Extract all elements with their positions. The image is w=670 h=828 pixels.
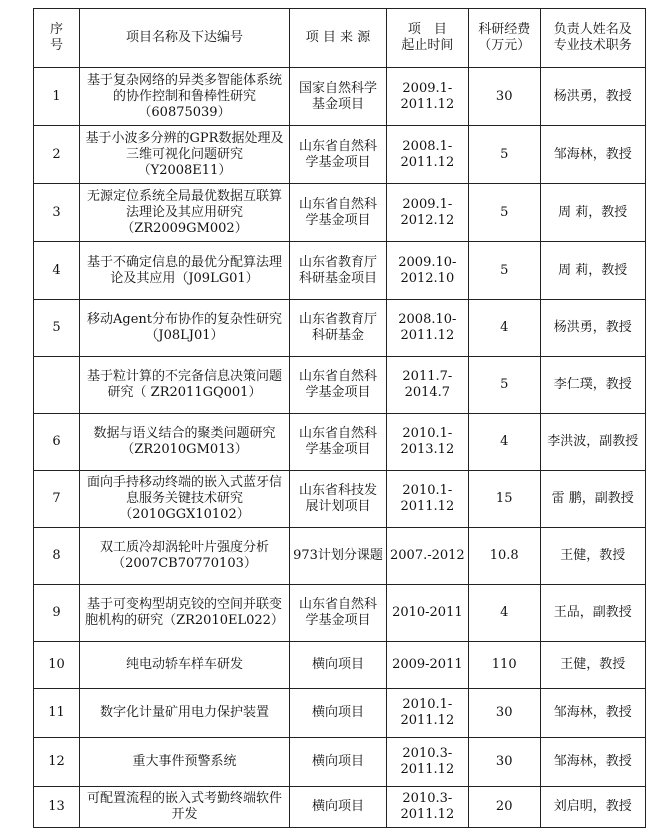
cell-no: 1 (34, 68, 80, 126)
cell-leader: 周 莉，教授 (540, 184, 645, 242)
table-row (34, 357, 646, 414)
cell-leader: 杨洪勇，教授 (540, 300, 645, 357)
cell-source: 山东省自然科学基金项目 (290, 184, 387, 242)
cell-period: 2009.1-2011.12 (387, 68, 469, 126)
cell-funds: 4 (468, 300, 540, 357)
cell-leader: 王品，副教授 (540, 585, 645, 642)
cell-source: 横向项目 (290, 738, 387, 787)
cell-funds: 5 (468, 126, 540, 184)
cell-source: 山东省自然科学基金项目 (290, 357, 387, 414)
cell-name: 数据与语义结合的聚类问题研究（ZR2010GM013） (80, 414, 290, 471)
cell-funds: 30 (468, 68, 540, 126)
cell-funds: 20 (468, 787, 540, 828)
table-row (34, 126, 646, 184)
table-header-row (34, 9, 646, 68)
cell-name: 基于不确定信息的最优分配算法理论及其应用（J09LG01） (80, 242, 290, 300)
header-name: 项目名称及下达编号 (80, 9, 290, 68)
table-row (34, 242, 646, 300)
table-row (34, 738, 646, 787)
cell-no: 10 (34, 642, 80, 689)
cell-source: 山东省教育厅科研基金项目 (290, 242, 387, 300)
cell-source: 山东省科技发展计划项目 (290, 471, 387, 528)
cell-leader: 王健，教授 (540, 642, 645, 689)
table-row (34, 414, 646, 471)
cell-funds: 5 (468, 242, 540, 300)
table-row (34, 184, 646, 242)
cell-period: 2008.1-2011.12 (387, 126, 469, 184)
cell-source: 山东省自然科学基金项目 (290, 585, 387, 642)
cell-period: 2008.10-2011.12 (387, 300, 469, 357)
cell-period: 2010.1-2013.12 (387, 414, 469, 471)
header-leader: 负责人姓名及 专业技术职务 (540, 9, 645, 68)
header-funds: 科研经费 （万元） (468, 9, 540, 68)
cell-name: 可配置流程的嵌入式考勤终端软件开发 (80, 787, 290, 828)
cell-funds: 30 (468, 738, 540, 787)
table-row (34, 689, 646, 738)
table-row (34, 642, 646, 689)
cell-period: 2010-2011 (387, 585, 469, 642)
cell-name: 基于复杂网络的异类多智能体系统的协作控制和鲁棒性研究（60875039） (80, 68, 290, 126)
cell-funds: 110 (468, 642, 540, 689)
header-no: 序 号 (34, 9, 80, 68)
cell-source: 山东省教育厅科研基金 (290, 300, 387, 357)
cell-name: 重大事件预警系统 (80, 738, 290, 787)
cell-name: 基于粒计算的不完备信息决策问题研究（ ZR2011GQ001） (80, 357, 290, 414)
cell-period: 2009-2011 (387, 642, 469, 689)
cell-leader: 王健，教授 (540, 528, 645, 585)
cell-source: 横向项目 (290, 689, 387, 738)
cell-name: 面向手持移动终端的嵌入式蓝牙信息服务关键技术研究（2010GGX10102） (80, 471, 290, 528)
cell-no: 11 (34, 689, 80, 738)
cell-name: 基于可变构型胡克铰的空间并联变胞机构的研究（ZR2010EL022） (80, 585, 290, 642)
cell-funds: 30 (468, 689, 540, 738)
cell-no: 6 (34, 414, 80, 471)
cell-name: 数字化计量矿用电力保护装置 (80, 689, 290, 738)
table-row (34, 300, 646, 357)
cell-leader: 李仁璞，教授 (540, 357, 645, 414)
table-row (34, 787, 646, 828)
cell-source: 973计划分课题 (290, 528, 387, 585)
cell-no (34, 357, 80, 414)
cell-source: 横向项目 (290, 642, 387, 689)
cell-period: 2007.-2012 (387, 528, 469, 585)
table-row (34, 585, 646, 642)
cell-funds: 5 (468, 184, 540, 242)
cell-leader: 李洪波，副教授 (540, 414, 645, 471)
cell-leader: 周 莉，教授 (540, 242, 645, 300)
cell-funds: 5 (468, 357, 540, 414)
cell-period: 2009.10-2012.10 (387, 242, 469, 300)
cell-period: 2010.1-2011.12 (387, 471, 469, 528)
cell-no: 9 (34, 585, 80, 642)
cell-no: 7 (34, 471, 80, 528)
research-projects-table (33, 8, 646, 828)
cell-name: 无源定位系统全局最优数据互联算法理论及其应用研究（ZR2009GM002） (80, 184, 290, 242)
cell-funds: 4 (468, 585, 540, 642)
cell-no: 8 (34, 528, 80, 585)
cell-leader: 雷 鹏，副教授 (540, 471, 645, 528)
cell-name: 基于小波多分辨的GPR数据处理及三维可视化问题研究（Y2008E11） (80, 126, 290, 184)
cell-no: 3 (34, 184, 80, 242)
cell-leader: 邹海林，教授 (540, 689, 645, 738)
cell-period: 2011.7-2014.7 (387, 357, 469, 414)
cell-period: 2010.3-2011.12 (387, 738, 469, 787)
table-row (34, 68, 646, 126)
cell-name: 移动Agent分布协作的复杂性研究（J08LJ01） (80, 300, 290, 357)
cell-leader: 邹海林，教授 (540, 738, 645, 787)
cell-no: 5 (34, 300, 80, 357)
header-source: 项 目 来 源 (290, 9, 387, 68)
table-row (34, 471, 646, 528)
cell-period: 2010.3-2011.12 (387, 787, 469, 828)
cell-source: 山东省自然科学基金项目 (290, 126, 387, 184)
cell-leader: 刘启明，教授 (540, 787, 645, 828)
cell-source: 国家自然科学基金项目 (290, 68, 387, 126)
cell-no: 13 (34, 787, 80, 828)
cell-leader: 邹海林，教授 (540, 126, 645, 184)
table-row (34, 528, 646, 585)
cell-name: 双工质冷却涡轮叶片强度分析（2007CB70770103） (80, 528, 290, 585)
cell-no: 2 (34, 126, 80, 184)
cell-no: 12 (34, 738, 80, 787)
cell-no: 4 (34, 242, 80, 300)
cell-period: 2009.1-2012.12 (387, 184, 469, 242)
cell-funds: 4 (468, 414, 540, 471)
cell-source: 横向项目 (290, 787, 387, 828)
cell-name: 纯电动轿车样车研发 (80, 642, 290, 689)
cell-funds: 15 (468, 471, 540, 528)
cell-funds: 10.8 (468, 528, 540, 585)
cell-leader: 杨洪勇，教授 (540, 68, 645, 126)
cell-period: 2010.1-2011.12 (387, 689, 469, 738)
cell-source: 山东省自然科学基金项目 (290, 414, 387, 471)
header-period: 项 目 起止时间 (387, 9, 469, 68)
